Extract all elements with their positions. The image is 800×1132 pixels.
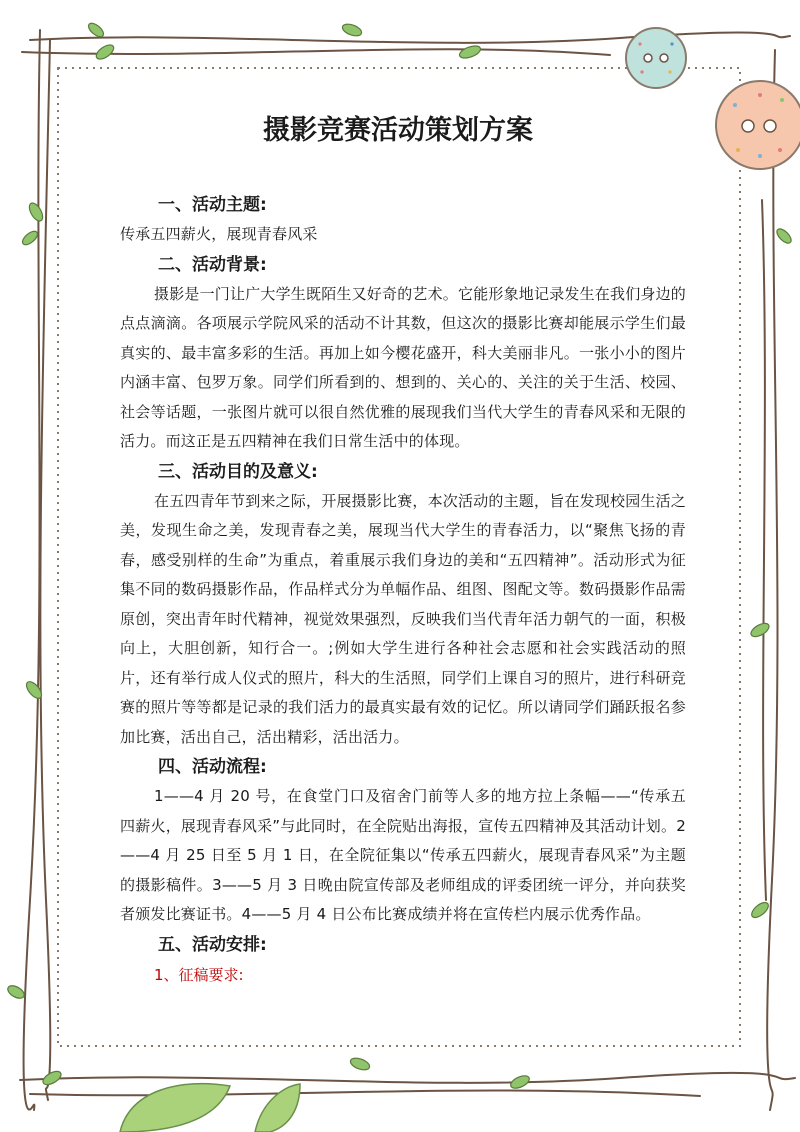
leaf-icon (458, 44, 482, 61)
leaf-icon (255, 1084, 300, 1132)
leaf-icon (6, 983, 27, 1001)
button-icon (716, 81, 800, 169)
subitem-submission-requirements: 1、征稿要求: (154, 965, 244, 984)
section-heading-background: 二、活动背景: (158, 254, 267, 275)
leaf-icon (20, 229, 40, 247)
leaf-icon (509, 1073, 531, 1091)
section-paragraph-theme: 传承五四薪火，展现青春风采 (120, 225, 318, 243)
leaf-icon (86, 21, 106, 39)
leaf-icon (749, 900, 771, 921)
leaf-icon (774, 226, 793, 245)
section-paragraph-background: 摄影是一门让广大学生既陌生又好奇的艺术。它能形象地记录发生在我们身边的点点滴滴。各项展示学院风采的活动不计其数，但这次的摄影比赛却能展示学生们最真实的、最丰富多彩的生活。再加上如今樱花盛开，科大美丽非凡。一张小小的图片内涵丰富、包罗万象。同学们所看到的、想到的、关心的、关注的关于生活、校园、社会等话题，一张图片就可以很自然优雅的展现我们当代大学生的青春风采和无限的活力。而这正是五四精神在我们日常生活中的体现。 (120, 284, 687, 450)
section-paragraph-process: 1——4 月 20 号，在食堂门口及宿舍门前等人多的地方拉上条幅——“传承五四薪火，展现青春风采”与此同时，在全院贴出海报，宣传五四精神及其活动计划。2——4 月 25 日至 5 月 1 日，在全院征集以“传承五四薪火，展现青春风采”为主题的摄影稿件。3——5 月 3 日晚由院宣传部及老师组成的评委团统一评分，并向获奖者颁发比赛证书。4——5 月 4 日公布比赛成绩并将在宣传栏内展示优秀作品。 (120, 787, 686, 923)
document-body (120, 108, 686, 990)
leaf-icon (749, 621, 771, 640)
section-paragraph-purpose: 在五四青年节到来之际，开展摄影比赛，本次活动的主题，旨在发现校园生活之美，发现生命之美，发现青春之美，展现当代大学生的青春活力，以“聚焦飞扬的青春，感受别样的生命”为重点，着重展示我们身边的美和“五四精神”。活动形式为征集不同的数码摄影作品，作品样式分为单幅作品、组图、图配文等。数码摄影作品需原创，突出青年时代精神，视觉效果强烈，反映我们当代青年活力朝气的一面，积极向上，大胆创新，知行合一。;例如大学生进行各种社会志愿和社会实践活动的照片，还有举行成人仪式的照片，科大的生活照，同学们上课自习的照片，进行科研竞赛的照片等等都是记录的我们活力的最真实最有效的记忆。所以请同学们踊跃报名参加比赛，活出自己，活出精彩，活出活力。 (120, 491, 687, 746)
button-icon (626, 28, 686, 88)
leaf-icon (349, 1056, 371, 1072)
section-heading-arrangement: 五、活动安排: (158, 934, 267, 955)
leaf-icon (120, 1084, 230, 1132)
document-title: 摄影竞赛活动策划方案 (263, 115, 533, 146)
leaf-icon (27, 201, 46, 223)
section-heading-theme: 一、活动主题: (158, 195, 267, 215)
leaf-icon (41, 1069, 63, 1088)
leaf-icon (341, 22, 363, 38)
section-heading-purpose: 三、活动目的及意义: (158, 461, 318, 482)
section-heading-process: 四、活动流程: (158, 757, 267, 777)
leaf-icon (94, 42, 116, 62)
